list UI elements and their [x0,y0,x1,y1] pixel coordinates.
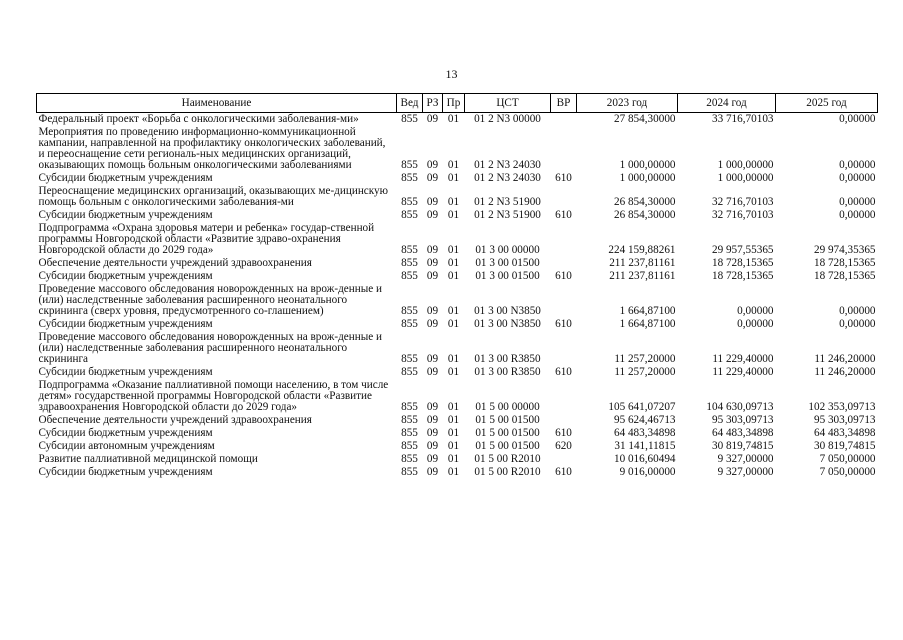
cell-2024: 0,00000 [737,318,774,330]
cell-vr: 610 [555,172,572,184]
cell-2024: 29 957,55365 [711,244,774,256]
cell-2025: 11 246,20000 [814,353,876,365]
cell-2025: 0,00000 [839,113,876,125]
cell-2025: 0,00000 [839,196,876,208]
cell-name: Подпрограмма «Оказание паллиативной помощи населению, в том числе детям» государственной программы Новгородской области «Развитие здравоохранения Новгородской области до 2029 года» [38,379,389,413]
cell-vr [551,453,577,466]
cell-ved: 855 [401,414,418,426]
cell-name: Мероприятия по проведению информационно-коммуникационной кампании, направленной на профилактику онкологических заболеваний, и переоснащение сети региональ-ных медицинских организаций, оказывающих помощь больным онкологическими заболеваниями [38,126,386,171]
cell-vr [551,414,577,427]
cell-cst: 01 3 00 01500 [475,270,540,282]
cell-rz: 09 [426,401,439,413]
col-header-pr: Пр [443,94,465,113]
cell-name: Субсидии бюджетным учреждениям [38,366,213,378]
col-header-cst: ЦСТ [465,94,551,113]
cell-cst: 01 5 00 00000 [475,401,540,413]
cell-vr [551,283,577,318]
table-row [37,185,878,209]
table-row [37,379,878,414]
col-header-name: Наименование [37,94,397,113]
cell-pr: 01 [447,366,460,378]
table-row [37,331,878,366]
page-number: 13 [445,67,458,81]
cell-pr: 01 [447,440,460,452]
cell-pr: 01 [447,196,460,208]
cell-name: Обеспечение деятельности учреждений здравоохранения [38,257,312,269]
cell-cst: 01 5 00 01500 [475,427,540,439]
cell-vr [551,331,577,366]
cell-name: Развитие паллиативной медицинской помощи [38,453,258,465]
cell-2023: 11 257,20000 [614,366,676,378]
cell-vr: 620 [555,440,572,452]
cell-cst: 01 2 N3 24030 [474,172,541,184]
cell-pr: 01 [447,414,460,426]
col-header-2023: 2023 год [577,94,678,113]
cell-cst: 01 3 00 N3850 [474,318,541,330]
cell-rz: 09 [426,172,439,184]
cell-2023: 1 664,87100 [619,318,676,330]
cell-2023: 211 237,81161 [609,270,676,282]
cell-2023: 1 000,00000 [619,172,676,184]
cell-rz: 09 [426,427,439,439]
cell-vr [551,379,577,414]
cell-cst: 01 5 00 01500 [475,414,540,426]
cell-2025: 0,00000 [839,209,876,221]
cell-name: Субсидии автономным учреждениям [38,440,215,452]
cell-name: Субсидии бюджетным учреждениям [38,172,213,184]
cell-cst: 01 3 00 R3850 [474,366,541,378]
cell-rz: 09 [426,440,439,452]
cell-2023: 9 016,00000 [619,466,676,478]
cell-vr [551,257,577,270]
cell-2023: 105 641,07207 [608,401,676,413]
cell-2025: 18 728,15365 [813,257,876,269]
cell-rz: 09 [426,159,439,171]
cell-name: Подпрограмма «Охрана здоровья матери и ребенка» государ-ственной программы Новгородской области «Развитие здраво-охранения Новгородской области до 2029 года» [38,222,375,256]
cell-vr: 610 [555,366,572,378]
cell-vr: 610 [555,466,572,478]
cell-2024: 33 716,70103 [711,113,774,125]
cell-vr [551,185,577,209]
cell-vr [551,126,577,172]
cell-2024: 64 483,34898 [711,427,774,439]
cell-pr: 01 [447,466,460,478]
cell-pr: 01 [447,453,460,465]
cell-2025: 64 483,34898 [813,427,876,439]
cell-cst: 01 2 N3 51900 [474,209,541,221]
cell-pr: 01 [447,159,460,171]
cell-ved: 855 [401,172,418,184]
table-row [37,222,878,257]
cell-2023: 11 257,20000 [614,353,676,365]
cell-ved: 855 [401,366,418,378]
cell-cst: 01 3 00 R3850 [474,353,541,365]
cell-2025: 0,00000 [839,318,876,330]
cell-pr: 01 [447,244,460,256]
cell-2024: 18 728,15365 [711,257,774,269]
cell-ved: 855 [401,209,418,221]
cell-name: Переоснащение медицинских организаций, оказывающих ме-дицинскую помощь больным с онкологическими заболевания-ми [38,185,388,208]
cell-2023: 1 664,87100 [619,305,676,317]
cell-pr: 01 [447,113,460,125]
cell-rz: 09 [426,453,439,465]
cell-pr: 01 [447,353,460,365]
table-row [37,366,878,379]
cell-2024: 11 229,40000 [712,353,774,365]
cell-2025: 18 728,15365 [813,270,876,282]
table-row [37,414,878,427]
cell-2023: 224 159,88261 [608,244,676,256]
cell-rz: 09 [426,244,439,256]
cell-2025: 7 050,00000 [819,453,876,465]
table-row [37,126,878,172]
cell-pr: 01 [447,427,460,439]
cell-ved: 855 [401,113,418,125]
cell-ved: 855 [401,270,418,282]
cell-cst: 01 5 00 R2010 [474,466,541,478]
cell-vr: 610 [555,270,572,282]
cell-2025: 7 050,00000 [819,466,876,478]
cell-rz: 09 [426,113,439,125]
cell-2024: 95 303,09713 [711,414,774,426]
cell-ved: 855 [401,427,418,439]
cell-2023: 1 000,00000 [619,159,676,171]
cell-2024: 1 000,00000 [717,172,774,184]
table-header-row [37,94,878,113]
cell-pr: 01 [447,401,460,413]
cell-2024: 9 327,00000 [717,466,774,478]
cell-2024: 0,00000 [737,305,774,317]
cell-cst: 01 5 00 01500 [475,440,540,452]
cell-ved: 855 [401,244,418,256]
cell-name: Проведение массового обследования новорожденных на врож-денные и (или) наследственные заболевания расширенного неонатального скрининга (сверх уровня, предусмотренного со-глашением) [38,283,382,317]
cell-rz: 09 [426,366,439,378]
cell-pr: 01 [447,209,460,221]
cell-ved: 855 [401,353,418,365]
cell-pr: 01 [447,172,460,184]
col-header-ved: Вед [397,94,423,113]
cell-2024: 30 819,74815 [711,440,774,452]
cell-2023: 10 016,60494 [613,453,676,465]
cell-name: Субсидии бюджетным учреждениям [38,318,213,330]
cell-pr: 01 [447,257,460,269]
cell-name: Федеральный проект «Борьба с онкологическими заболевания-ми» [38,113,359,125]
cell-rz: 09 [426,270,439,282]
cell-rz: 09 [426,305,439,317]
cell-rz: 09 [426,318,439,330]
cell-cst: 01 2 N3 51900 [474,196,541,208]
cell-2025: 11 246,20000 [814,366,876,378]
cell-rz: 09 [426,209,439,221]
cell-name: Проведение массового обследования новорожденных на врож-денные и (или) наследственные заболевания расширенного неонатального скрининга [38,331,382,365]
table-row [37,453,878,466]
cell-vr [551,113,577,127]
table-row [37,270,878,283]
cell-vr: 610 [555,427,572,439]
cell-ved: 855 [401,305,418,317]
cell-pr: 01 [447,318,460,330]
cell-rz: 09 [426,353,439,365]
cell-2025: 102 353,09713 [808,401,876,413]
table-row [37,440,878,453]
col-header-2024: 2024 год [678,94,776,113]
cell-cst: 01 3 00 00000 [475,244,540,256]
col-header-rz: РЗ [423,94,443,113]
cell-cst: 01 5 00 R2010 [474,453,541,465]
cell-name: Субсидии бюджетным учреждениям [38,466,213,478]
cell-ved: 855 [401,466,418,478]
table-row [37,466,878,479]
cell-cst: 01 2 N3 00000 [474,113,541,125]
table-row [37,283,878,318]
cell-rz: 09 [426,257,439,269]
cell-2024: 9 327,00000 [717,453,774,465]
cell-ved: 855 [401,196,418,208]
cell-name: Обеспечение деятельности учреждений здравоохранения [38,414,312,426]
cell-vr: 610 [555,318,572,330]
col-header-2025: 2025 год [776,94,878,113]
cell-cst: 01 3 00 01500 [475,257,540,269]
cell-2023: 26 854,30000 [613,209,676,221]
cell-2024: 32 716,70103 [711,209,774,221]
cell-2023: 211 237,81161 [609,257,676,269]
cell-ved: 855 [401,401,418,413]
budget-table [36,93,878,479]
cell-ved: 855 [401,257,418,269]
cell-cst: 01 2 N3 24030 [474,159,541,171]
cell-ved: 855 [401,159,418,171]
table-row [37,427,878,440]
cell-name: Субсидии бюджетным учреждениям [38,209,213,221]
cell-2025: 0,00000 [839,159,876,171]
cell-2023: 26 854,30000 [613,196,676,208]
cell-2024: 1 000,00000 [717,159,774,171]
cell-name: Субсидии бюджетным учреждениям [38,427,213,439]
cell-name: Субсидии бюджетным учреждениям [38,270,213,282]
cell-2023: 31 141,11815 [614,440,676,452]
col-header-vr: ВР [551,94,577,113]
cell-2024: 32 716,70103 [711,196,774,208]
cell-2025: 30 819,74815 [813,440,876,452]
cell-rz: 09 [426,466,439,478]
cell-2023: 95 624,46713 [613,414,676,426]
cell-2025: 0,00000 [839,172,876,184]
cell-ved: 855 [401,318,418,330]
cell-cst: 01 3 00 N3850 [474,305,541,317]
table-row [37,172,878,185]
cell-2025: 0,00000 [839,305,876,317]
cell-2024: 18 728,15365 [711,270,774,282]
cell-2025: 29 974,35365 [813,244,876,256]
cell-ved: 855 [401,440,418,452]
cell-2024: 11 229,40000 [712,366,774,378]
cell-vr: 610 [555,209,572,221]
cell-rz: 09 [426,414,439,426]
table-row [37,113,878,127]
table-row [37,209,878,222]
cell-ved: 855 [401,453,418,465]
cell-pr: 01 [447,305,460,317]
cell-pr: 01 [447,270,460,282]
cell-2025: 95 303,09713 [813,414,876,426]
table-row [37,257,878,270]
cell-2023: 64 483,34898 [613,427,676,439]
cell-2023: 27 854,30000 [613,113,676,125]
cell-vr [551,222,577,257]
cell-2024: 104 630,09713 [706,401,774,413]
cell-rz: 09 [426,196,439,208]
table-row [37,318,878,331]
